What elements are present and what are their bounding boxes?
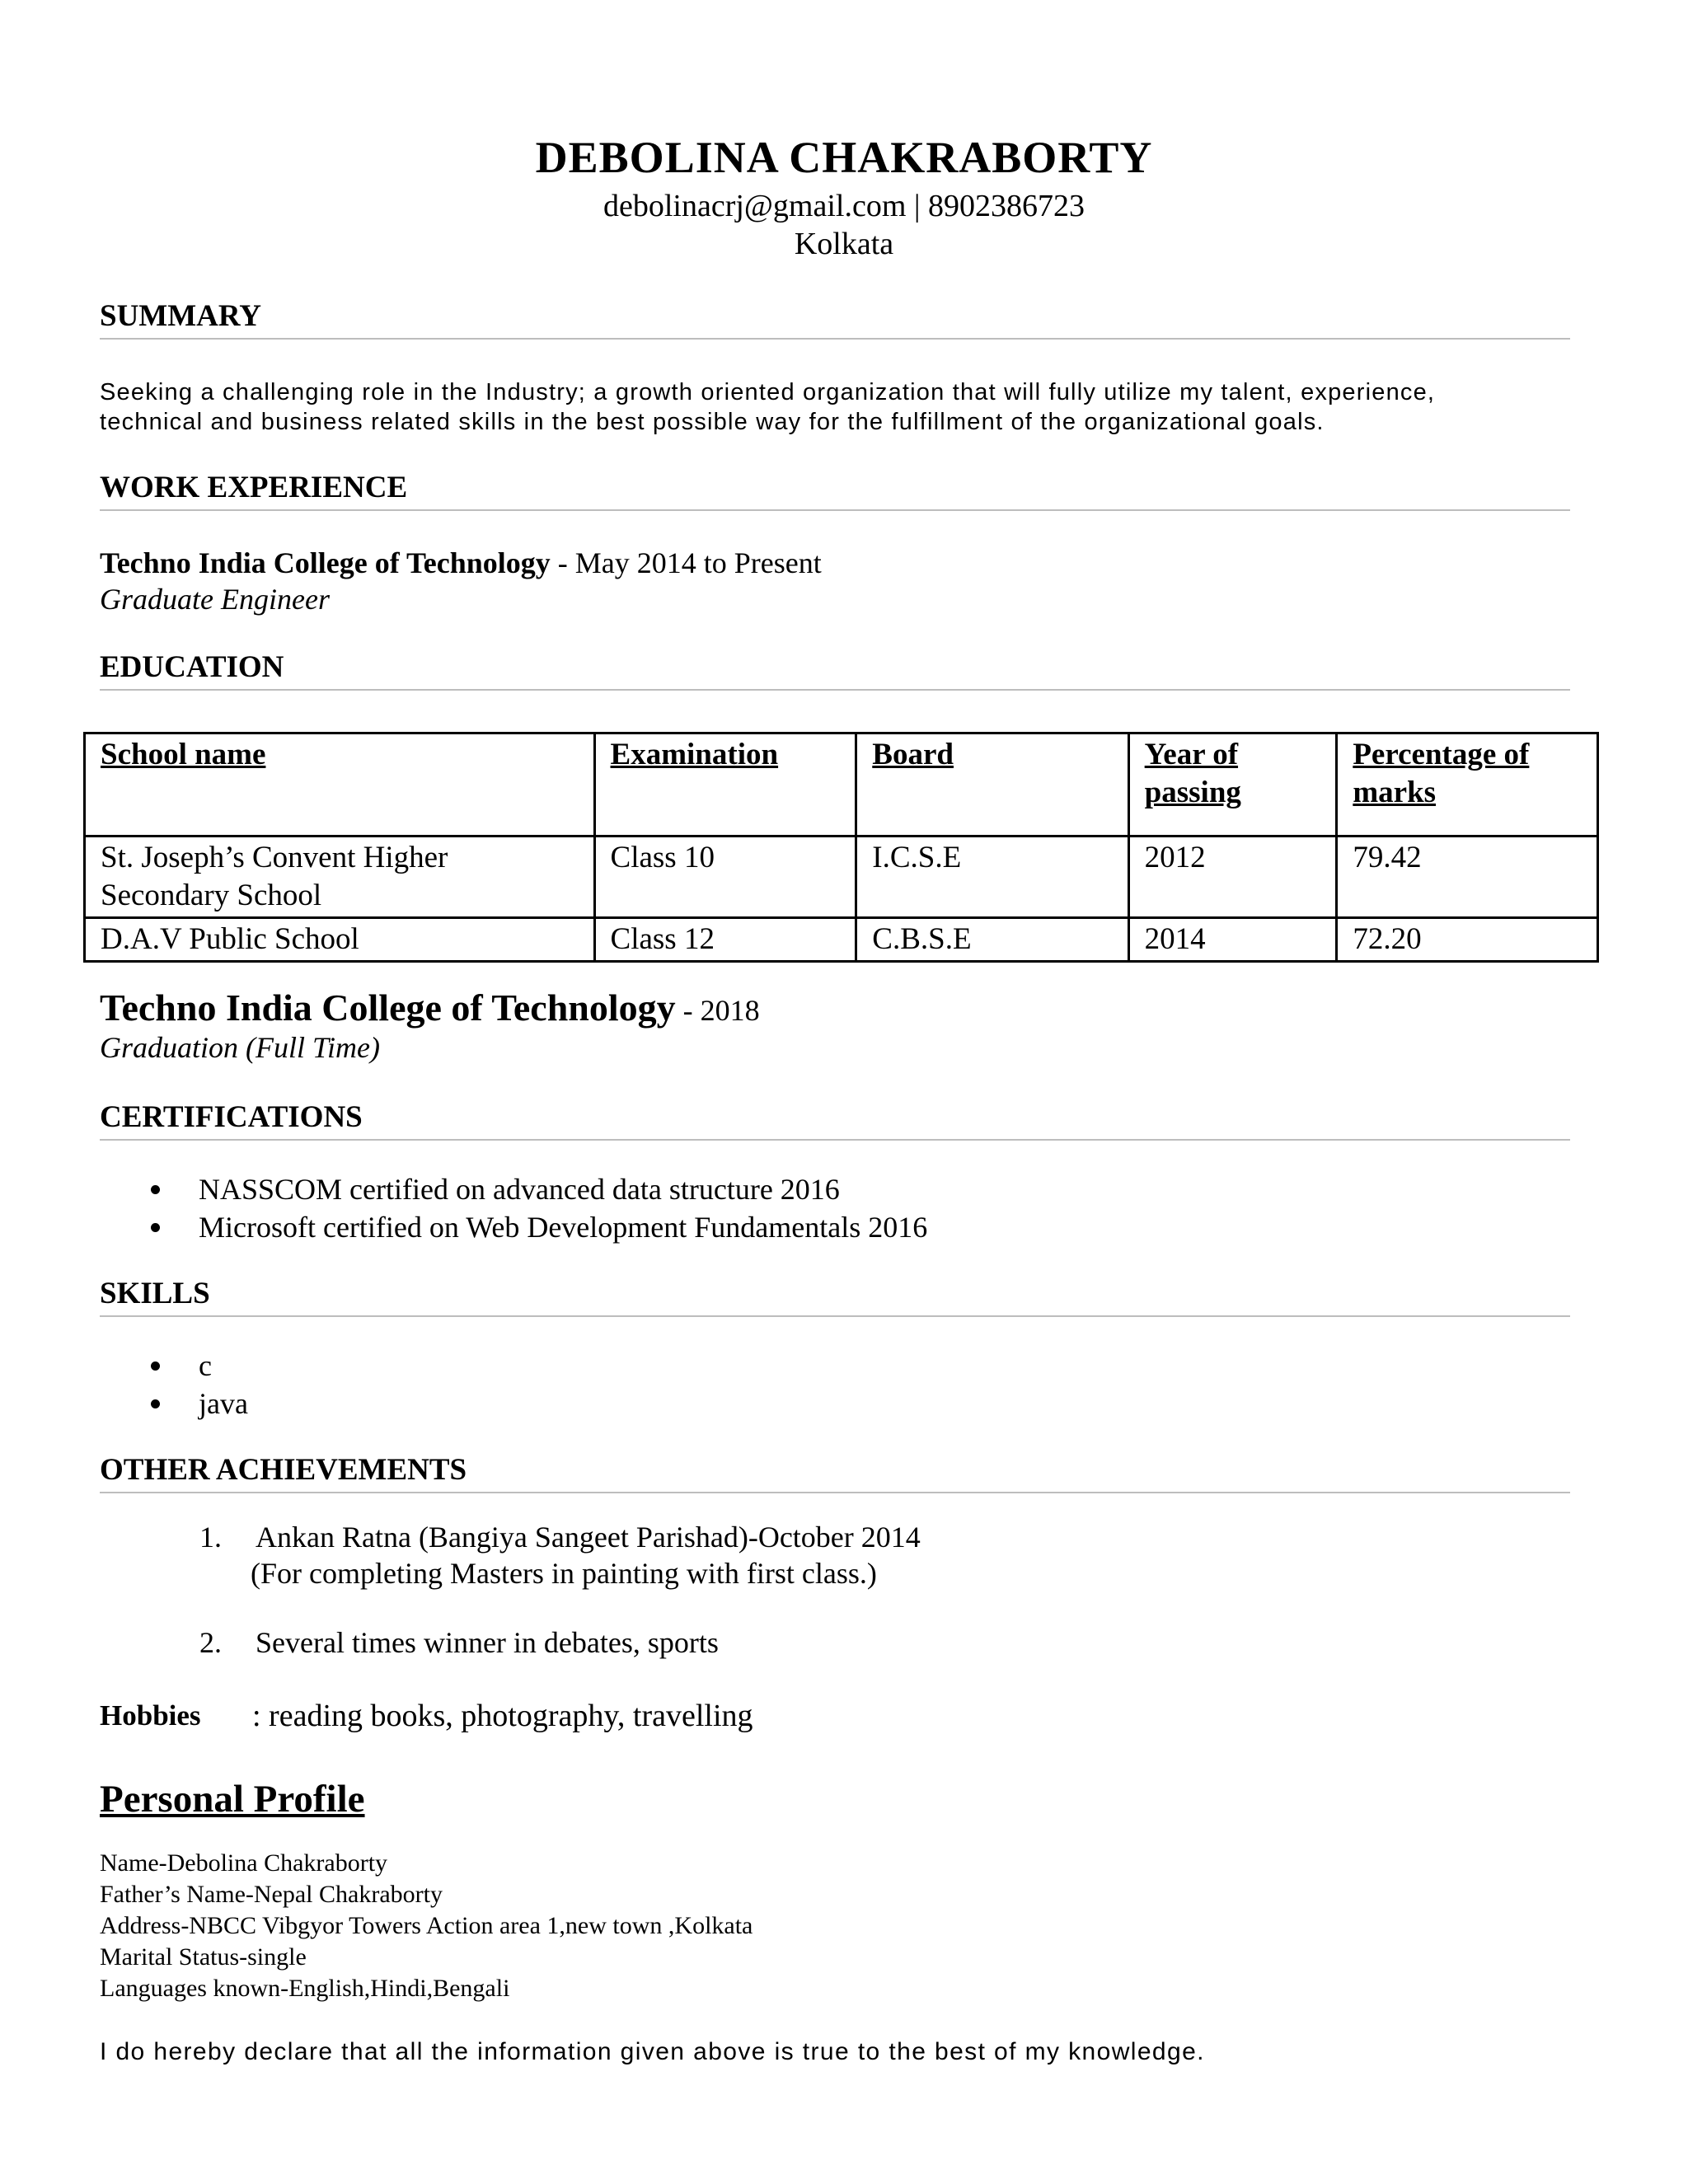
- achievement-subtext: (For completing Masters in painting with first class.): [251, 1557, 877, 1590]
- hobbies-value: : reading books, photography, travelling: [252, 1699, 753, 1733]
- table-cell: I.C.S.E: [856, 837, 1128, 918]
- column-header: Examination: [594, 733, 856, 837]
- table-cell: 2014: [1128, 918, 1337, 962]
- bullet-icon: [151, 1223, 160, 1232]
- column-header: School name: [85, 733, 595, 837]
- college-year: - 2018: [675, 994, 760, 1027]
- achievements-heading: OTHER ACHIEVEMENTS: [100, 1452, 1570, 1493]
- table-cell: 72.20: [1337, 918, 1598, 962]
- profile-line: Name-Debolina Chakraborty: [100, 1849, 388, 1877]
- column-header: Year of passing: [1128, 733, 1337, 837]
- certifications-heading: CERTIFICATIONS: [100, 1099, 1570, 1141]
- city: Kolkata: [794, 227, 894, 261]
- table-cell: C.B.S.E: [856, 918, 1128, 962]
- work-period: - May 2014 to Present: [550, 546, 822, 579]
- table-cell: Class 10: [594, 837, 856, 918]
- column-header: Board: [856, 733, 1128, 837]
- certifications-list: [144, 1170, 927, 1246]
- list-item: c: [144, 1347, 248, 1385]
- skills-heading: SKILLS: [100, 1276, 1570, 1317]
- skills-list: [144, 1347, 248, 1422]
- achievement-text: Ankan Ratna (Bangiya Sangeet Parishad)-October 2014: [256, 1521, 921, 1554]
- summary-line-1: Seeking a challenging role in the Industry; a growth oriented organization that will fully utilize my talent, experience,: [100, 379, 1436, 405]
- summary-heading: SUMMARY: [100, 298, 1570, 340]
- table-cell: 79.42: [1337, 837, 1598, 918]
- profile-line: Father’s Name-Nepal Chakraborty: [100, 1881, 443, 1908]
- bullet-icon: [151, 1361, 160, 1371]
- bullet-icon: [151, 1399, 160, 1408]
- achievement-number: 1.: [199, 1521, 222, 1554]
- table-cell: D.A.V Public School: [85, 918, 595, 962]
- work-company: Techno India College of Technology: [100, 546, 551, 579]
- candidate-name: DEBOLINA CHAKRABORTY: [535, 133, 1153, 182]
- hobbies-label: Hobbies: [100, 1699, 201, 1732]
- personal-profile-heading: Personal Profile: [100, 1778, 365, 1821]
- education-heading: EDUCATION: [100, 649, 1570, 691]
- column-header: Percentage of marks: [1337, 733, 1598, 837]
- table-cell: St. Joseph’s Convent Higher Secondary School: [85, 837, 595, 918]
- college-name: Techno India College of Technology: [100, 987, 676, 1029]
- profile-line: Languages known-English,Hindi,Bengali: [100, 1975, 510, 2002]
- profile-line: Marital Status-single: [100, 1943, 307, 1971]
- table-cell: Class 12: [594, 918, 856, 962]
- table-row: [85, 837, 1598, 918]
- education-table: [83, 732, 1599, 963]
- table-row: [85, 918, 1598, 962]
- work-role: Graduate Engineer: [100, 583, 330, 616]
- achievement-number: 2.: [199, 1626, 222, 1659]
- college-mode: Graduation (Full Time): [100, 1031, 380, 1064]
- table-cell: 2012: [1128, 837, 1337, 918]
- contact-line: debolinacrj@gmail.com | 8902386723: [603, 189, 1085, 223]
- achievement-text: Several times winner in debates, sports: [256, 1626, 719, 1659]
- list-item: Microsoft certified on Web Development Fundamentals 2016: [144, 1208, 927, 1246]
- list-item: NASSCOM certified on advanced data structure 2016: [144, 1170, 927, 1208]
- work-heading: WORK EXPERIENCE: [100, 470, 1570, 511]
- declaration: I do hereby declare that all the information given above is true to the best of my knowledge.: [100, 2038, 1205, 2065]
- list-item: java: [144, 1385, 248, 1422]
- summary-line-2: technical and business related skills in the best possible way for the fulfillment of the organizational goals.: [100, 409, 1325, 435]
- bullet-icon: [151, 1185, 160, 1194]
- college-entry: [100, 986, 760, 1029]
- profile-line: Address-NBCC Vibgyor Towers Action area 1,new town ,Kolkata: [100, 1912, 753, 1939]
- table-header-row: [85, 733, 1598, 837]
- work-entry: [100, 546, 822, 580]
